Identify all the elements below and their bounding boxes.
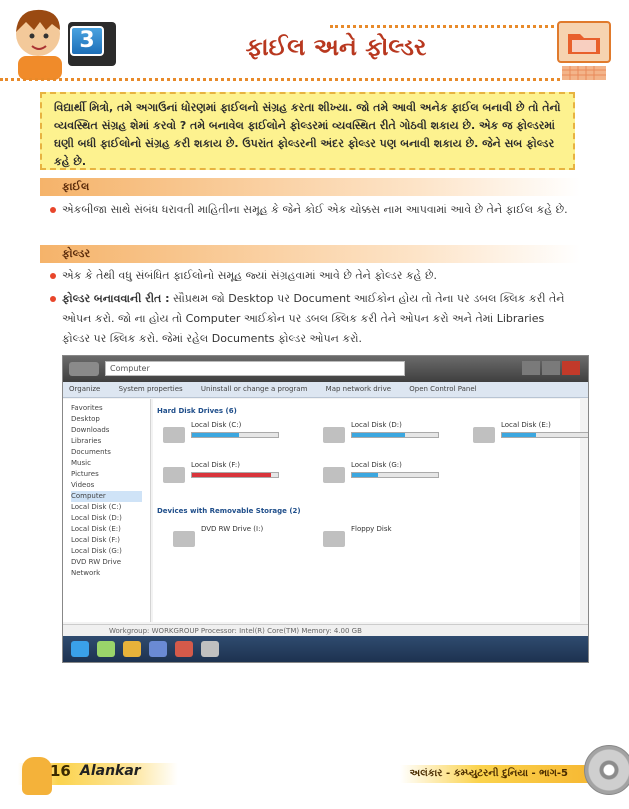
folder-definition: એક કે તેથી વધુ સંબંધિત ફાઈલોનો સમૂહ જ્યાં સંગ્રહવામાં આવે છે તેને ફોલ્ડર કહે છે.	[62, 266, 572, 286]
explorer-toolbar	[63, 382, 588, 398]
device-item	[173, 525, 293, 555]
chapter-header	[0, 0, 629, 90]
nav-item: DVD RW Drive	[71, 558, 122, 566]
drive-item	[163, 461, 283, 491]
device-label: DVD RW Drive (I:)	[201, 525, 264, 533]
nav-item: Network	[71, 569, 101, 577]
folder-creation-label: ફોલ્ડર બનાવવાની રીત :	[62, 292, 170, 305]
hard-disk-icon	[163, 427, 185, 443]
navigation-pane	[63, 399, 151, 622]
nav-item: Favorites	[71, 404, 103, 412]
section-heading-folder: ફોલ્ડર	[40, 245, 580, 263]
nav-item: Computer	[71, 491, 142, 502]
device-item	[323, 525, 443, 555]
drive-label: Local Disk (C:)	[191, 421, 242, 429]
cd-disc-icon	[584, 745, 629, 795]
explorer-screenshot	[62, 355, 589, 663]
taskbar	[63, 636, 588, 662]
toolbar-item: Open Control Panel	[409, 385, 477, 393]
nav-item: Local Disk (C:)	[71, 503, 122, 511]
section-heading-file: ફાઈલ	[40, 178, 580, 196]
folder-icon	[556, 20, 612, 82]
explorer-content	[153, 399, 580, 622]
window-controls	[520, 360, 584, 376]
toolbar-item: Uninstall or change a program	[200, 385, 308, 393]
drive-item	[323, 461, 443, 491]
back-forward-icon	[69, 362, 99, 376]
address-bar: Computer	[105, 361, 405, 376]
drive-label: Local Disk (E:)	[501, 421, 551, 429]
chapter-title: ફાઈલ અને ફોલ્ડર	[245, 33, 427, 61]
brand-logo: Alankar	[80, 763, 141, 779]
drive-usage-bar	[501, 432, 589, 438]
group-heading: Devices with Removable Storage (2)	[157, 507, 301, 515]
page-number: 16	[50, 762, 71, 780]
drive-label: Local Disk (D:)	[351, 421, 402, 429]
nav-item: Downloads	[71, 426, 110, 434]
drive-usage-bar	[351, 472, 439, 478]
nav-item: Local Disk (G:)	[71, 547, 122, 555]
nav-item: Local Disk (E:)	[71, 525, 121, 533]
drive-usage-bar	[191, 432, 279, 438]
nav-item: Desktop	[71, 415, 100, 423]
file-definition: એકબીજા સાથે સંબંધ ધરાવતી માહિતીના સમૂહ કે જેને કોઈ એક ચોક્કસ નામ આપવામાં આવે છે તેને ફાઈલ કહે છે.	[62, 200, 572, 220]
hard-disk-icon	[323, 427, 345, 443]
page-footer	[0, 745, 629, 809]
drive-usage-bar	[351, 432, 439, 438]
nav-item: Documents	[71, 448, 111, 456]
drive-item	[473, 421, 589, 451]
intro-box: વિદ્યાર્થી મિત્રો, તમે અગાઉનાં ધોરણમાં ફાઈલનો સંગ્રહ કરતા શીખ્યા. જો તમે આવી અનેક ફાઈલ બનાવી છે તો તેનો વ્યવસ્થિત સંગ્રહ શેમાં કરવો ? તમે બનાવેલ ફાઈલોને ફોલ્ડરમાં વ્યવસ્થિત રીતે ગોઠવી શકાય છે. એક જ ફોલ્ડરમાં ઘણી બધી ફાઈલોનો સંગ્રહ કરી શકાય છે. ઉપરાંત ફોલ્ડરની અંદર ફોલ્ડર પણ બનાવી શકાય છે. જેને સબ ફોલ્ડર કહે છે.	[40, 92, 575, 170]
folder-creation-steps	[62, 289, 572, 349]
explorer-titlebar	[63, 356, 588, 382]
decorative-dotted-line	[0, 78, 560, 81]
nav-item: Videos	[71, 481, 95, 489]
nav-item: Pictures	[71, 470, 99, 478]
drive-label: Local Disk (G:)	[351, 461, 402, 469]
nav-item: Local Disk (D:)	[71, 514, 122, 522]
hard-disk-icon	[163, 467, 185, 483]
drive-item	[163, 421, 283, 451]
folder-creation-text: સૌપ્રથમ જો Desktop પર Document આઈકોન હોય તો તેના પર ડબલ ક્લિક કરી તેને ઓપન કરો. જો ના હોય તો Computer આઈકોન પર ડબલ ક્લિક કરી તેને ઓપન કરો અને તેમાં Libraries ફોલ્ડર પર ક્લિક કરો. જેમાં રહેલ Documents ફોલ્ડર ઓપન કરો.	[62, 292, 565, 345]
hard-disk-icon	[323, 467, 345, 483]
dvd-drive-icon	[173, 531, 195, 547]
nav-item: Libraries	[71, 437, 102, 445]
details-pane: Workgroup: WORKGROUP Processor: Intel(R) Core(TM) Memory: 4.00 GB	[63, 624, 588, 638]
hard-disk-icon	[473, 427, 495, 443]
toolbar-item: System properties	[118, 385, 183, 393]
group-heading: Hard Disk Drives (6)	[157, 407, 237, 415]
drive-label: Local Disk (F:)	[191, 461, 240, 469]
device-label: Floppy Disk	[351, 525, 392, 533]
thumb-icon	[22, 757, 52, 795]
nav-item: Local Disk (F:)	[71, 536, 120, 544]
floppy-drive-icon	[323, 531, 345, 547]
decorative-dotted-line	[330, 25, 560, 28]
toolbar-item: Organize	[69, 385, 101, 393]
toolbar-item: Map network drive	[325, 385, 392, 393]
drive-usage-bar	[191, 472, 279, 478]
series-title: અલંકાર - કમ્પ્યુટરની દુનિયા - ભાગ-5	[400, 765, 596, 783]
nav-item: Music	[71, 459, 91, 467]
drive-item	[323, 421, 443, 451]
chapter-number: 3	[70, 26, 104, 56]
